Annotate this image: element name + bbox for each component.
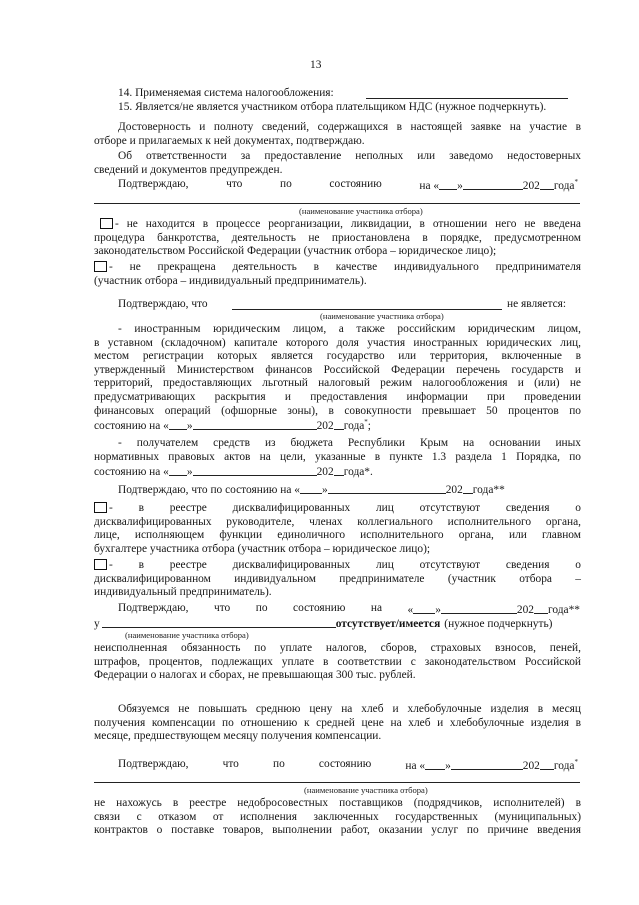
month-blank[interactable]	[441, 602, 517, 614]
entrepreneur-line: (участник отбора – индивидуальный предприниматель).	[94, 274, 367, 287]
foreign-line: территорий, предоставляющих льготный налоговый режим налогообложения и (или) не	[94, 377, 581, 390]
foreign-paragraph	[94, 323, 581, 432]
bread-line: Обязуемся не повышать среднюю цену на хлеб и хлебобулочные изделия в месяц	[118, 703, 581, 715]
foreign-date-line: состоянию на « » 202 года*;	[94, 418, 371, 433]
day-blank[interactable]	[169, 418, 187, 430]
entrepreneur-paragraph	[94, 261, 581, 288]
disq-manager-line: лице, исполняющем функции единоличного исполнительного органа, или главном	[94, 529, 581, 542]
year-blank[interactable]	[334, 464, 344, 476]
confirm-word: Подтверждаю,	[118, 602, 189, 614]
confirm-word: что	[222, 758, 239, 770]
year-blank[interactable]	[540, 178, 554, 190]
confirm-word: состоянию	[318, 758, 372, 770]
confirm-word: Подтверждаю,	[118, 758, 189, 770]
budget-line: нормативных правовых актов на цели, указанные в пункте 1.3 раздела 1 Порядка, по	[94, 450, 581, 463]
item-14	[118, 87, 334, 101]
day-blank[interactable]	[169, 464, 187, 476]
tax-debt-line: штрафов, процентов, подлежащих уплате в соответствии с законодательством Российской	[94, 655, 581, 668]
caption: (наименование участника отбора)	[299, 206, 423, 216]
month-blank[interactable]	[193, 418, 317, 430]
day-blank[interactable]	[300, 482, 322, 494]
foreign-line: - иностранным юридическим лицом, а также российским юридическим лицом,	[118, 323, 581, 335]
foreign-line: финансовых операций (офшорные зоны), в совокупности превышает 50 процентов по	[94, 404, 581, 417]
confirm-line-1	[118, 178, 578, 194]
disq-entrepreneur-checkbox[interactable]	[94, 559, 107, 570]
tax-debt-line: Федерации о налогах и сборах, не превышающая 300 тыс. рублей.	[94, 669, 416, 682]
reliability-line: отборе и прилагаемых к ней документах, подтверждаю.	[94, 134, 365, 147]
caption: (наименование участника отбора)	[125, 630, 249, 640]
day-blank[interactable]	[425, 758, 445, 770]
foreign-line: утвержденный Министерством финансов Российской Федерации перечень государств и	[94, 363, 581, 376]
budget-paragraph	[94, 437, 581, 478]
confirm-word: что	[214, 602, 231, 614]
page-number: 13	[310, 59, 322, 71]
entrepreneur-checkbox[interactable]	[94, 261, 107, 272]
participant-name-blank[interactable]	[94, 782, 580, 783]
disq-manager-paragraph	[94, 502, 581, 556]
disq-manager-checkbox[interactable]	[94, 502, 107, 513]
year-blank[interactable]	[463, 482, 473, 494]
date-field[interactable]: « » 202 года**	[407, 604, 580, 616]
confirm-word: состоянию	[293, 602, 346, 614]
unfair-line: связи с отказом от исполнения заключенных государственных (муниципальных)	[94, 810, 581, 823]
year-blank[interactable]	[334, 418, 344, 430]
reorg-line: процедура банкротства, деятельность не приостановлена в порядке, предусмотренном	[94, 231, 581, 244]
confirm-word: по	[280, 178, 292, 190]
reliability-line: Достоверность и полноту сведений, содержащихся в настоящей заявке на участие в	[118, 121, 581, 133]
item-15: 15. Является/не является участником отбора плательщиком НДС (нужное подчеркнуть).	[118, 101, 547, 113]
budget-date-line: состоянию на « » 202 года*.	[94, 466, 373, 479]
unfair-line: контрактов о поставке товаров, выполнении работ, оказании услуг по причине введения	[94, 824, 581, 837]
disq-entrepreneur-paragraph	[94, 559, 581, 600]
foreign-line: местом регистрации которых является государство или территория, включенные в	[94, 350, 581, 363]
confirm-line-2-end: не является:	[507, 298, 567, 310]
bread-line: месяце, предшествующем месяцу получения компенсации.	[94, 730, 382, 743]
year-blank[interactable]	[534, 602, 548, 614]
bread-paragraph	[94, 703, 581, 744]
reorg-line: законодательством Российской Федерации (участник отбора – юридическое лицо);	[94, 245, 497, 258]
confirm-line-5	[118, 758, 578, 774]
confirm-word: по	[255, 602, 268, 614]
confirm-line-2: Подтверждаю, что	[118, 298, 208, 310]
caption: (наименование участника отбора)	[304, 785, 428, 795]
reorg-checkbox[interactable]	[100, 218, 113, 229]
item-14-blank	[366, 98, 568, 99]
month-blank[interactable]	[193, 464, 317, 476]
tax-line: у отсутствует/имеется (нужное подчеркнуть)	[94, 618, 553, 630]
responsibility-line: Об ответственности за предоставление неполных или заведомо недостоверных	[118, 150, 581, 162]
reliability-paragraph	[94, 121, 581, 148]
entrepreneur-line: - не прекращена деятельность в качестве индивидуального предпринимателя	[109, 261, 581, 273]
confirm-word: что	[226, 178, 243, 190]
day-blank[interactable]	[413, 602, 435, 614]
reorg-paragraph	[94, 218, 581, 259]
year-blank[interactable]	[540, 758, 554, 770]
item-14-text: 14. Применяемая система налогообложения:	[118, 87, 334, 99]
disq-manager-line: - в реестре дисквалифицированных лиц отсутствуют сведения о	[109, 502, 581, 514]
disq-entrepreneur-line: - в реестре дисквалифицированных лиц отсутствуют сведения о	[109, 559, 581, 571]
tax-debt-line: неисполненная обязанность по уплате налогов, сборов, страховых взносов, пеней,	[94, 642, 581, 654]
confirm-line-3: Подтверждаю, что по состоянию на « » 202 года**	[118, 484, 505, 496]
day-blank[interactable]	[439, 178, 457, 190]
date-field[interactable]: на « » 202 года*	[405, 758, 578, 772]
month-blank[interactable]	[328, 482, 446, 494]
participant-name-blank[interactable]	[102, 616, 336, 628]
month-blank[interactable]	[463, 178, 523, 190]
disq-entrepreneur-line: индивидуальный предприниматель).	[94, 586, 272, 599]
disq-entrepreneur-line: дисквалифицированном индивидуальном предпринимателе (участник отбора –	[94, 572, 581, 585]
participant-name-blank[interactable]	[232, 309, 502, 310]
date-field[interactable]: на « » 202 года*	[419, 178, 578, 192]
confirm-word: по	[273, 758, 285, 770]
confirm-word: Подтверждаю,	[118, 178, 189, 190]
disq-manager-line: бухгалтере участника отбора (участник отбора – юридическое лицо);	[94, 542, 431, 555]
tax-debt-paragraph	[94, 642, 581, 683]
participant-name-blank[interactable]	[94, 203, 580, 204]
unfair-line: не нахожусь в реестре недобросовестных поставщиков (подрядчиков, исполнителей) в	[94, 797, 581, 809]
foreign-line: предусматривающих раскрытия и предоставления информации при проведении	[94, 390, 581, 403]
responsibility-paragraph	[94, 150, 581, 177]
reorg-line: - не находится в процессе реорганизации, ликвидации, в отношении него не введена	[115, 218, 581, 230]
confirm-word: состоянию	[329, 178, 382, 190]
caption: (наименование участника отбора)	[320, 311, 444, 321]
unfair-paragraph	[94, 797, 581, 838]
budget-line: - получателем средств из бюджета Республики Крым на основании иных	[118, 437, 581, 449]
confirm-word: на	[370, 602, 383, 614]
disq-manager-line: дисквалифицированных руководителе, членах коллегиального исполнительного органа,	[94, 515, 581, 528]
foreign-line: в уставном (складочном) капитале которого доля участия иностранных юридических лиц,	[94, 336, 581, 349]
responsibility-line: сведений и документов предупрежден.	[94, 163, 283, 176]
month-blank[interactable]	[451, 758, 523, 770]
bread-line: получения компенсации по отношению к средней цене на хлеб и хлебобулочные изделия в	[94, 716, 581, 729]
